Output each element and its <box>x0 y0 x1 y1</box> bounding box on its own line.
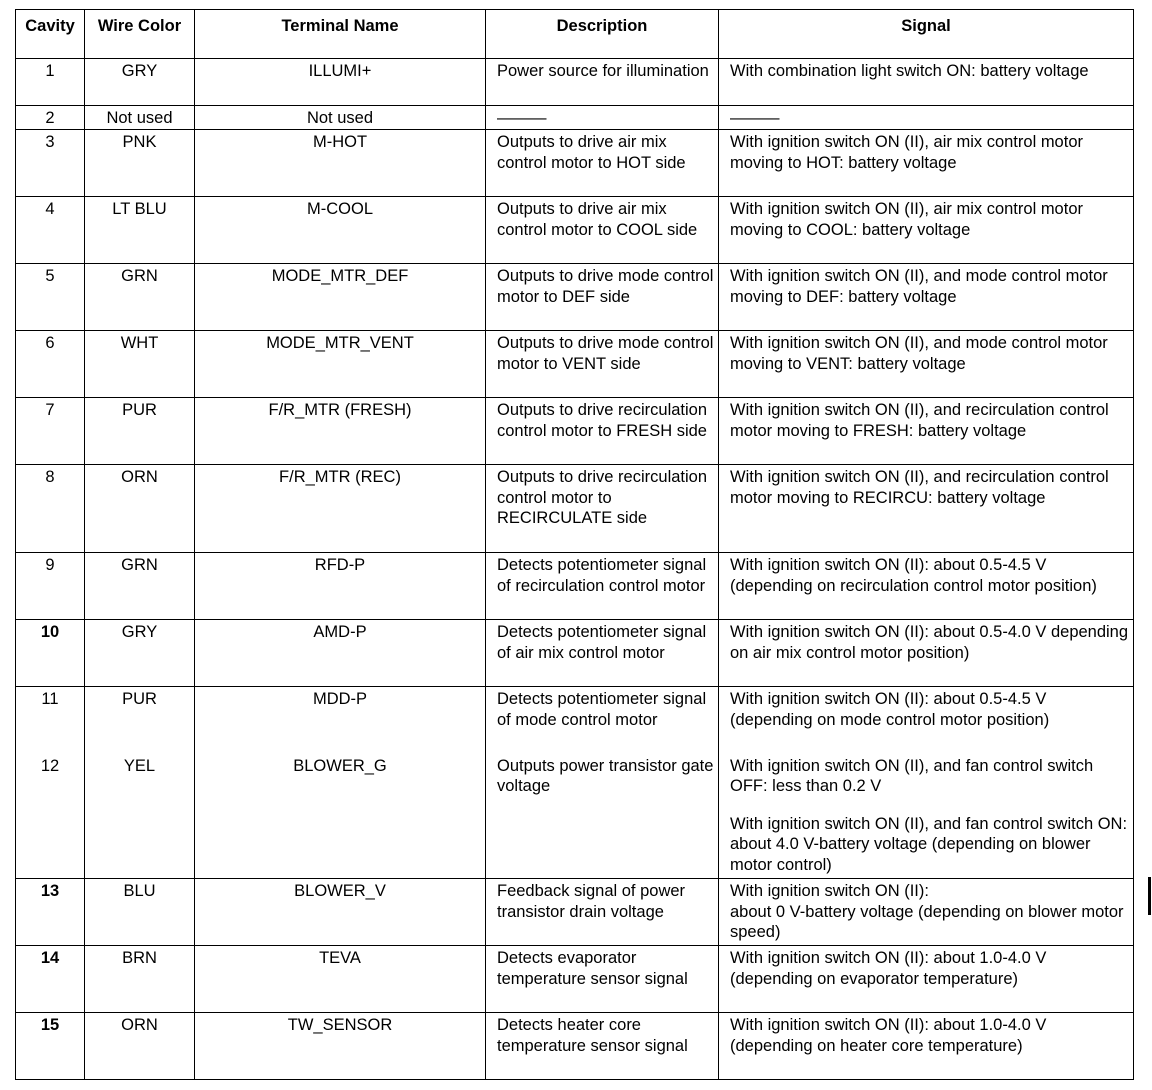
signal-cell: With ignition switch ON (II): about 0 V-battery voltage (depending on blower motor speed) <box>719 879 1134 946</box>
terminal-name-cell: F/R_MTR (FRESH) <box>195 398 486 465</box>
wire-color-cell: WHT <box>85 331 195 398</box>
page-edge-mark <box>1148 877 1151 915</box>
signal-cell: With ignition switch ON (II): about 0.5-4.0 V depending on air mix control motor position) <box>719 620 1134 687</box>
terminal-name-cell: ILLUMI+ <box>195 59 486 106</box>
description-cell: Detects potentiometer signal of recirculation control motor <box>486 553 719 620</box>
wire-color-cell: PNK <box>85 130 195 197</box>
wire-color-cell: GRY <box>85 59 195 106</box>
terminal-name-cell: AMD-P <box>195 620 486 687</box>
wire-color-cell: PUR <box>85 398 195 465</box>
cavity-cell: 12 <box>16 754 85 879</box>
terminal-name-cell: M-HOT <box>195 130 486 197</box>
signal-cell: With ignition switch ON (II): about 0.5-4.5 V (depending on recirculation control motor position) <box>719 553 1134 620</box>
description-cell: Detects potentiometer signal of air mix control motor <box>486 620 719 687</box>
description-cell: Outputs to drive recirculation control motor to FRESH side <box>486 398 719 465</box>
table-row <box>16 197 1134 264</box>
table-row <box>16 754 1134 879</box>
terminal-name-cell: MDD-P <box>195 687 486 754</box>
table-row <box>16 331 1134 398</box>
table-row <box>16 1013 1134 1080</box>
signal-cell: With ignition switch ON (II), and recirculation control motor moving to RECIRCU: battery voltage <box>719 465 1134 553</box>
cavity-cell: 8 <box>16 465 85 553</box>
terminal-name-cell: M-COOL <box>195 197 486 264</box>
terminal-name-cell: BLOWER_G <box>195 754 486 879</box>
header-description: Description <box>486 10 719 59</box>
terminal-name-cell: RFD-P <box>195 553 486 620</box>
wire-color-cell: BLU <box>85 879 195 946</box>
table-row <box>16 620 1134 687</box>
terminal-name-cell: F/R_MTR (REC) <box>195 465 486 553</box>
table-row <box>16 106 1134 130</box>
description-cell: Outputs to drive mode control motor to DEF side <box>486 264 719 331</box>
signal-cell: With ignition switch ON (II), and mode control motor moving to VENT: battery voltage <box>719 331 1134 398</box>
header-cavity: Cavity <box>16 10 85 59</box>
description-cell: Feedback signal of power transistor drain voltage <box>486 879 719 946</box>
cavity-cell: 7 <box>16 398 85 465</box>
signal-cell: ——— <box>719 106 1134 130</box>
description-cell: Outputs power transistor gate voltage <box>486 754 719 879</box>
description-cell: Outputs to drive air mix control motor to COOL side <box>486 197 719 264</box>
cavity-cell: 11 <box>16 687 85 754</box>
terminal-name-cell: MODE_MTR_VENT <box>195 331 486 398</box>
wire-color-cell: GRN <box>85 264 195 331</box>
cavity-cell: 5 <box>16 264 85 331</box>
wire-color-cell: YEL <box>85 754 195 879</box>
signal-cell: With ignition switch ON (II): about 0.5-4.5 V (depending on mode control motor position) <box>719 687 1134 754</box>
signal-cell: With ignition switch ON (II), and mode control motor moving to DEF: battery voltage <box>719 264 1134 331</box>
table-row <box>16 398 1134 465</box>
cavity-cell: 10 <box>16 620 85 687</box>
table-row <box>16 687 1134 754</box>
header-terminal-name: Terminal Name <box>195 10 486 59</box>
wire-color-cell: GRN <box>85 553 195 620</box>
description-cell: Outputs to drive air mix control motor to HOT side <box>486 130 719 197</box>
description-cell: ——— <box>486 106 719 130</box>
table-row <box>16 264 1134 331</box>
header-row <box>16 10 1134 59</box>
cavity-cell: 6 <box>16 331 85 398</box>
wire-color-cell: GRY <box>85 620 195 687</box>
signal-text: With ignition switch ON (II), and fan control switch ON: about 4.0 V-battery voltage (depending on blower motor control) <box>730 814 1128 874</box>
cavity-cell: 3 <box>16 130 85 197</box>
description-cell: Power source for illumination <box>486 59 719 106</box>
wire-color-cell: PUR <box>85 687 195 754</box>
connector-terminal-table <box>15 9 1134 1080</box>
terminal-name-cell: BLOWER_V <box>195 879 486 946</box>
table-row <box>16 465 1134 553</box>
header-wire-color: Wire Color <box>85 10 195 59</box>
table-row <box>16 553 1134 620</box>
wire-color-cell: ORN <box>85 465 195 553</box>
table-row <box>16 879 1134 946</box>
terminal-name-cell: TW_SENSOR <box>195 1013 486 1080</box>
signal-cell: With ignition switch ON (II), air mix control motor moving to COOL: battery voltage <box>719 197 1134 264</box>
signal-text: With ignition switch ON (II), and fan control switch OFF: less than 0.2 V <box>730 756 1094 795</box>
terminal-name-cell: Not used <box>195 106 486 130</box>
wire-color-cell: LT BLU <box>85 197 195 264</box>
description-cell: Detects heater core temperature sensor signal <box>486 1013 719 1080</box>
cavity-cell: 14 <box>16 946 85 1013</box>
cavity-cell: 2 <box>16 106 85 130</box>
table-row <box>16 130 1134 197</box>
table-row <box>16 59 1134 106</box>
header-signal: Signal <box>719 10 1134 59</box>
description-cell: Outputs to drive mode control motor to VENT side <box>486 331 719 398</box>
signal-cell: With combination light switch ON: battery voltage <box>719 59 1134 106</box>
table-row <box>16 946 1134 1013</box>
signal-cell: With ignition switch ON (II), and recirculation control motor moving to FRESH: battery voltage <box>719 398 1134 465</box>
wire-color-cell: BRN <box>85 946 195 1013</box>
cavity-cell: 4 <box>16 197 85 264</box>
wire-color-cell: Not used <box>85 106 195 130</box>
description-cell: Detects potentiometer signal of mode control motor <box>486 687 719 754</box>
signal-cell: With ignition switch ON (II): about 1.0-4.0 V (depending on evaporator temperature) <box>719 946 1134 1013</box>
cavity-cell: 13 <box>16 879 85 946</box>
description-cell: Detects evaporator temperature sensor signal <box>486 946 719 1013</box>
signal-cell: With ignition switch ON (II), air mix control motor moving to HOT: battery voltage <box>719 130 1134 197</box>
cavity-cell: 1 <box>16 59 85 106</box>
cavity-cell: 9 <box>16 553 85 620</box>
terminal-name-cell: MODE_MTR_DEF <box>195 264 486 331</box>
cavity-cell: 15 <box>16 1013 85 1080</box>
signal-cell: With ignition switch ON (II): about 1.0-4.0 V (depending on heater core temperature) <box>719 1013 1134 1080</box>
terminal-name-cell: TEVA <box>195 946 486 1013</box>
wire-color-cell: ORN <box>85 1013 195 1080</box>
signal-cell <box>719 754 1134 879</box>
description-cell: Outputs to drive recirculation control motor to RECIRCULATE side <box>486 465 719 553</box>
